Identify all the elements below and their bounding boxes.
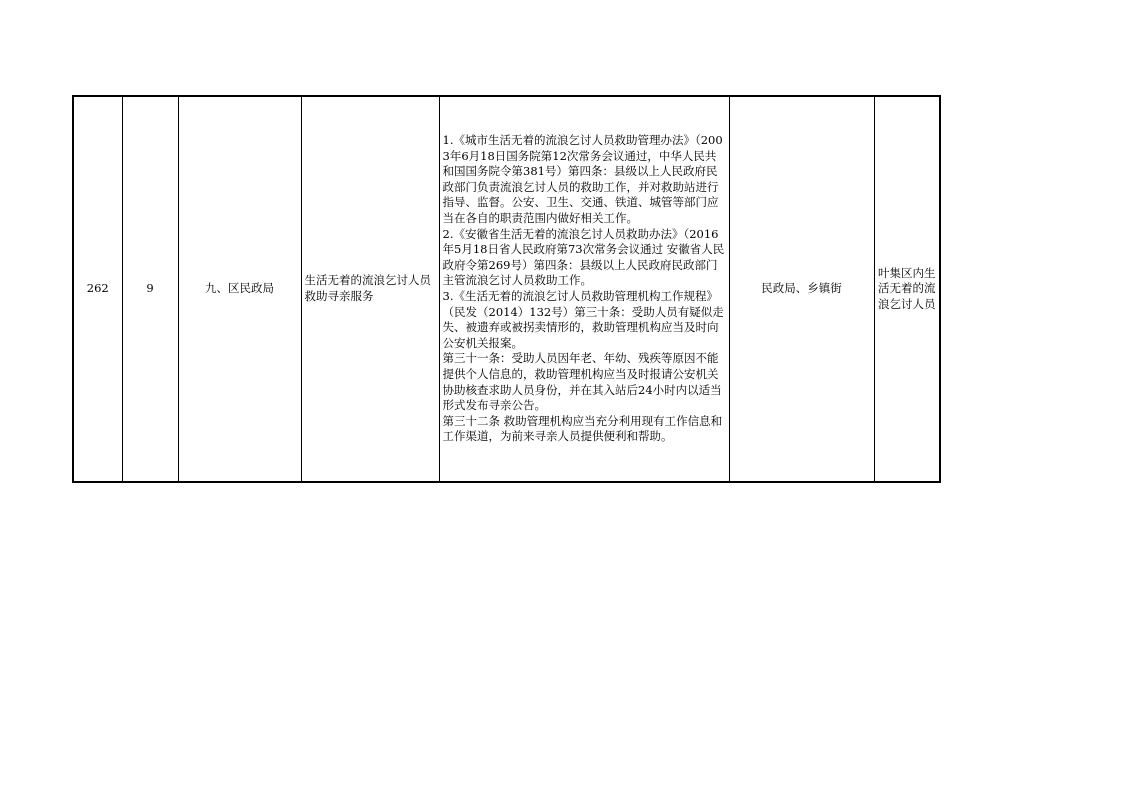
basis-clause-5: 第三十二条 救助管理机构应当充分利用现有工作信息和工作渠道，为前来寻亲人员提供便利和帮助。 [442,413,723,444]
service-list-table [72,95,941,483]
scope-cell: 叶集区内生活无着的流浪乞讨人员 [874,96,940,482]
table-row [73,96,940,482]
legal-basis-cell [439,96,729,482]
basis-clause-3: 3.《生活无着的流浪乞讨人员救助管理机构工作规程》（民发（2014）132号）第三十条：受助人员有疑似走失、被遗弃或被拐卖情形的，救助管理机构应当及时向公安机关报案。 [442,289,724,350]
basis-clause-2: 2.《安徽省生活无着的流浪乞讨人员救助办法》（2016年5月18日省人民政府第73次常务会议通过 安徽省人民政府令第269号）第四条：县级以上人民政府民政部门主管流浪乞讨人员救助工作。 [442,226,725,288]
row-number-cell: 262 [73,96,122,482]
basis-clause-4: 第三十一条：受助人员因年老、年幼、残疾等原因不能提供个人信息的，救助管理机构应当及时报请公安机关协助核查求助人员身份，并在其入站后24小时内以适当形式发布寻亲公告。 [442,351,722,413]
basis-clause-1: 1.《城市生活无着的流浪乞讨人员救助管理办法》（2003年6月18日国务院第12次常务会议通过，中华人民共和国国务院令第381号）第四条：县级以上人民政府民政部门负责流浪乞讨人员的救助工作，并对救助站进行指导、监督。公安、卫生、交通、铁道、城管等部门应当在各自的职责范围内做好相关工作。 [442,133,723,226]
executor-cell: 民政局、乡镇街 [729,96,874,482]
department-cell: 九、区民政局 [178,96,301,482]
sequence-cell: 9 [122,96,178,482]
item-name-cell: 生活无着的流浪乞讨人员救助寻亲服务 [301,96,439,482]
